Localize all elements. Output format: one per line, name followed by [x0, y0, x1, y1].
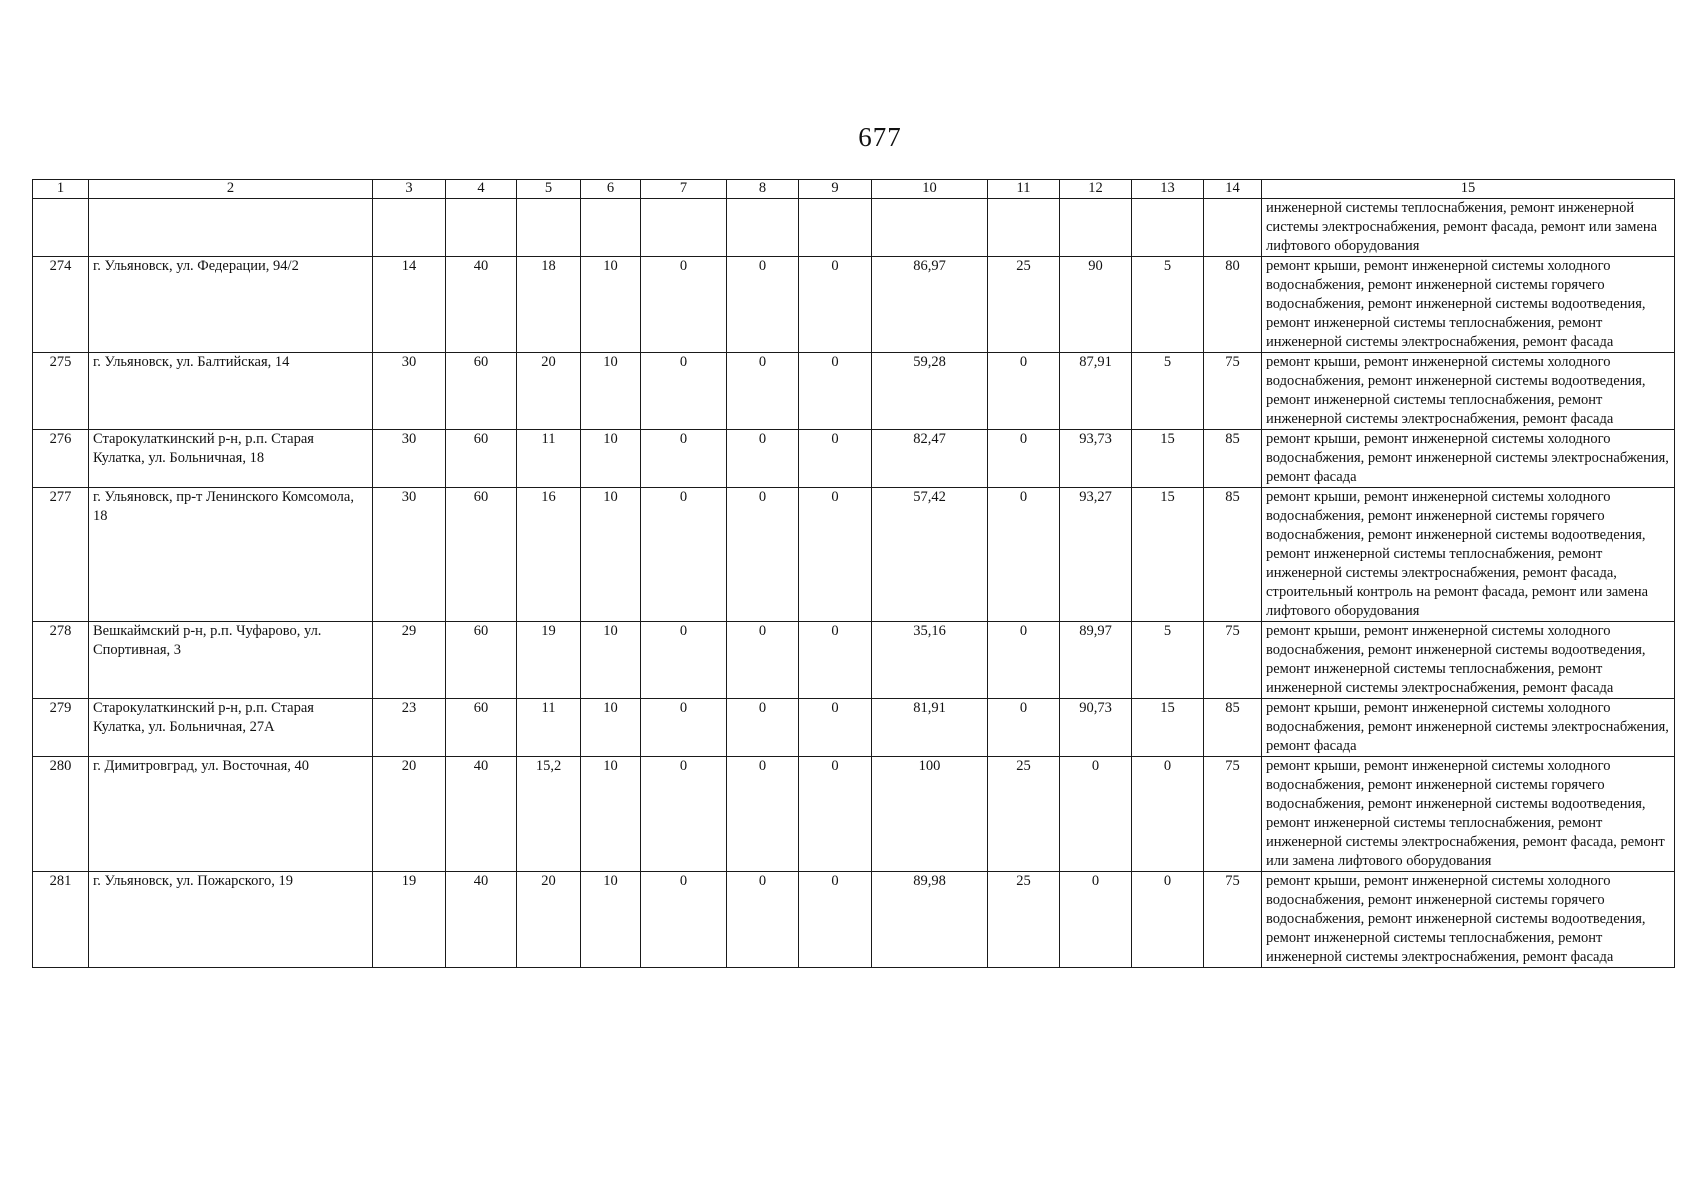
- value-cell-c8: 0: [727, 757, 799, 872]
- value-cell-c4: 60: [446, 699, 517, 757]
- row-number-cell: 277: [33, 488, 89, 622]
- column-header: 1: [33, 180, 89, 199]
- table-row: [33, 757, 1675, 872]
- column-header: 12: [1060, 180, 1132, 199]
- column-header: 4: [446, 180, 517, 199]
- value-cell-c10: 89,98: [872, 872, 988, 968]
- value-cell-c8: 0: [727, 488, 799, 622]
- value-cell-c4: 40: [446, 757, 517, 872]
- address-cell: г. Ульяновск, ул. Пожарского, 19: [89, 872, 373, 968]
- value-cell-c3: 20: [373, 757, 446, 872]
- value-cell-c10: 35,16: [872, 622, 988, 699]
- repair-works-cell: ремонт крыши, ремонт инженерной системы холодного водоснабжения, ремонт инженерной системы электроснабжения, ремонт фасада: [1262, 430, 1675, 488]
- value-cell-c5: 16: [517, 488, 581, 622]
- value-cell-c12: 0: [1060, 757, 1132, 872]
- value-cell-c14: 75: [1204, 757, 1262, 872]
- value-cell-c10: 100: [872, 757, 988, 872]
- table-row: [33, 622, 1675, 699]
- value-cell-c4: 40: [446, 872, 517, 968]
- value-cell-c3: 30: [373, 353, 446, 430]
- value-cell-c6: 10: [581, 430, 641, 488]
- value-cell-c9: 0: [799, 872, 872, 968]
- value-cell-c3: 23: [373, 699, 446, 757]
- row-number-cell: 275: [33, 353, 89, 430]
- value-cell-c14: 75: [1204, 353, 1262, 430]
- value-cell-c8: 0: [727, 872, 799, 968]
- row-number-cell: 276: [33, 430, 89, 488]
- value-cell-c9: 0: [799, 353, 872, 430]
- address-cell: г. Ульяновск, ул. Балтийская, 14: [89, 353, 373, 430]
- column-header: 9: [799, 180, 872, 199]
- column-header: 3: [373, 180, 446, 199]
- column-header: 10: [872, 180, 988, 199]
- repair-works-cell: ремонт крыши, ремонт инженерной системы холодного водоснабжения, ремонт инженерной системы водоотведения, ремонт инженерной системы теплоснабжения, ремонт инженерной системы электроснабжения, ремонт фасада: [1262, 353, 1675, 430]
- value-cell-c11: 25: [988, 872, 1060, 968]
- repair-works-cell: ремонт крыши, ремонт инженерной системы холодного водоснабжения, ремонт инженерной системы горячего водоснабжения, ремонт инженерной системы водоотведения, ремонт инженерной системы теплоснабжения, ремонт инженерной системы электроснабжения, ремонт фасада: [1262, 257, 1675, 353]
- value-cell-c9: 0: [799, 257, 872, 353]
- value-cell-c12: 93,27: [1060, 488, 1132, 622]
- value-cell-c5: 18: [517, 257, 581, 353]
- value-cell-c6: 10: [581, 622, 641, 699]
- table-row: [33, 257, 1675, 353]
- row-number-cell: 278: [33, 622, 89, 699]
- value-cell-c14: 85: [1204, 488, 1262, 622]
- value-cell-c5: 15,2: [517, 757, 581, 872]
- value-cell-c5: 11: [517, 430, 581, 488]
- value-cell-c6: 10: [581, 757, 641, 872]
- value-cell-c7: 0: [641, 872, 727, 968]
- value-cell-c7: 0: [641, 353, 727, 430]
- value-cell-c13: 15: [1132, 430, 1204, 488]
- repair-works-cell: ремонт крыши, ремонт инженерной системы холодного водоснабжения, ремонт инженерной системы горячего водоснабжения, ремонт инженерной системы водоотведения, ремонт инженерной системы теплоснабжения, ремонт инженерной системы электроснабжения, ремонт фасада: [1262, 872, 1675, 968]
- value-cell-c12: 87,91: [1060, 353, 1132, 430]
- value-cell-c13: 5: [1132, 257, 1204, 353]
- value-cell-c6: 10: [581, 488, 641, 622]
- value-cell-c5: 19: [517, 622, 581, 699]
- value-cell-c13: 15: [1132, 488, 1204, 622]
- table-row: [33, 872, 1675, 968]
- value-cell-c3: 14: [373, 257, 446, 353]
- column-header: 7: [641, 180, 727, 199]
- value-cell-c11: 25: [988, 257, 1060, 353]
- column-header: 11: [988, 180, 1060, 199]
- row-number-cell: 281: [33, 872, 89, 968]
- value-cell-c6: 10: [581, 257, 641, 353]
- column-header: 14: [1204, 180, 1262, 199]
- value-cell-c9: 0: [799, 699, 872, 757]
- repair-works-cell: ремонт крыши, ремонт инженерной системы холодного водоснабжения, ремонт инженерной системы электроснабжения, ремонт фасада: [1262, 699, 1675, 757]
- value-cell-c11: 0: [988, 353, 1060, 430]
- value-cell-c7: 0: [641, 257, 727, 353]
- repair-works-cell: ремонт крыши, ремонт инженерной системы холодного водоснабжения, ремонт инженерной системы водоотведения, ремонт инженерной системы теплоснабжения, ремонт инженерной системы электроснабжения, ремонт фасада: [1262, 622, 1675, 699]
- value-cell-c14: 75: [1204, 622, 1262, 699]
- table-row: [33, 488, 1675, 622]
- table-body: [33, 199, 1675, 968]
- repair-program-table: [32, 179, 1675, 968]
- value-cell-c4: 40: [446, 257, 517, 353]
- repair-works-cell: ремонт крыши, ремонт инженерной системы холодного водоснабжения, ремонт инженерной системы горячего водоснабжения, ремонт инженерной системы водоотведения, ремонт инженерной системы теплоснабжения, ремонт инженерной системы электроснабжения, ремонт фасада, строительный контроль на ремонт фасада, ремонт или замена лифтового оборудования: [1262, 488, 1675, 622]
- column-header: 8: [727, 180, 799, 199]
- column-header: 13: [1132, 180, 1204, 199]
- value-cell-c3: 29: [373, 622, 446, 699]
- value-cell-c6: 10: [581, 872, 641, 968]
- value-cell-c5: 11: [517, 699, 581, 757]
- address-cell: Старокулаткинский р-н, р.п. Старая Кулатка, ул. Больничная, 18: [89, 430, 373, 488]
- row-number-cell: 279: [33, 699, 89, 757]
- value-cell-c12: 90: [1060, 257, 1132, 353]
- value-cell-c13: 0: [1132, 872, 1204, 968]
- value-cell-c9: 0: [799, 757, 872, 872]
- value-cell-c8: 0: [727, 257, 799, 353]
- value-cell-c10: 81,91: [872, 699, 988, 757]
- header-row: [33, 180, 1675, 199]
- table-row: [33, 430, 1675, 488]
- value-cell-c3: 30: [373, 488, 446, 622]
- address-cell: Старокулаткинский р-н, р.п. Старая Кулатка, ул. Больничная, 27А: [89, 699, 373, 757]
- value-cell-c12: 90,73: [1060, 699, 1132, 757]
- value-cell-c11: 0: [988, 430, 1060, 488]
- value-cell-c13: 5: [1132, 622, 1204, 699]
- value-cell-c11: 25: [988, 757, 1060, 872]
- table-row: [33, 353, 1675, 430]
- row-number-cell: 280: [33, 757, 89, 872]
- value-cell-c11: 0: [988, 699, 1060, 757]
- value-cell-c6: 10: [581, 699, 641, 757]
- value-cell-c13: 15: [1132, 699, 1204, 757]
- value-cell-c14: 80: [1204, 257, 1262, 353]
- continuation-row: [33, 199, 1675, 257]
- value-cell-c7: 0: [641, 699, 727, 757]
- table-row: [33, 699, 1675, 757]
- value-cell-c6: 10: [581, 353, 641, 430]
- value-cell-c13: 0: [1132, 757, 1204, 872]
- column-header: 5: [517, 180, 581, 199]
- column-header: 2: [89, 180, 373, 199]
- value-cell-c10: 82,47: [872, 430, 988, 488]
- value-cell-c10: 57,42: [872, 488, 988, 622]
- value-cell-c14: 85: [1204, 430, 1262, 488]
- value-cell-c8: 0: [727, 622, 799, 699]
- value-cell-c9: 0: [799, 430, 872, 488]
- repair-works-cell: ремонт крыши, ремонт инженерной системы холодного водоснабжения, ремонт инженерной системы горячего водоснабжения, ремонт инженерной системы водоотведения, ремонт инженерной системы теплоснабжения, ремонт инженерной системы электроснабжения, ремонт фасада, ремонт или замена лифтового оборудования: [1262, 757, 1675, 872]
- value-cell-c13: 5: [1132, 353, 1204, 430]
- value-cell-c12: 0: [1060, 872, 1132, 968]
- address-cell: Вешкаймский р-н, р.п. Чуфарово, ул. Спортивная, 3: [89, 622, 373, 699]
- repair-works-cell: инженерной системы теплоснабжения, ремонт инженерной системы электроснабжения, ремонт фасада, ремонт или замена лифтового оборудования: [1262, 199, 1675, 257]
- value-cell-c3: 30: [373, 430, 446, 488]
- value-cell-c11: 0: [988, 488, 1060, 622]
- value-cell-c10: 86,97: [872, 257, 988, 353]
- value-cell-c7: 0: [641, 757, 727, 872]
- column-header: 15: [1262, 180, 1675, 199]
- value-cell-c8: 0: [727, 430, 799, 488]
- value-cell-c4: 60: [446, 430, 517, 488]
- value-cell-c12: 93,73: [1060, 430, 1132, 488]
- address-cell: г. Димитровград, ул. Восточная, 40: [89, 757, 373, 872]
- value-cell-c4: 60: [446, 488, 517, 622]
- address-cell: г. Ульяновск, ул. Федерации, 94/2: [89, 257, 373, 353]
- value-cell-c5: 20: [517, 353, 581, 430]
- address-cell: г. Ульяновск, пр-т Ленинского Комсомола, 18: [89, 488, 373, 622]
- value-cell-c7: 0: [641, 430, 727, 488]
- page-number: 677: [858, 122, 902, 152]
- value-cell-c5: 20: [517, 872, 581, 968]
- value-cell-c11: 0: [988, 622, 1060, 699]
- value-cell-c4: 60: [446, 353, 517, 430]
- value-cell-c8: 0: [727, 353, 799, 430]
- value-cell-c14: 85: [1204, 699, 1262, 757]
- value-cell-c9: 0: [799, 488, 872, 622]
- value-cell-c4: 60: [446, 622, 517, 699]
- value-cell-c7: 0: [641, 622, 727, 699]
- value-cell-c14: 75: [1204, 872, 1262, 968]
- value-cell-c3: 19: [373, 872, 446, 968]
- column-header: 6: [581, 180, 641, 199]
- row-number-cell: 274: [33, 257, 89, 353]
- value-cell-c7: 0: [641, 488, 727, 622]
- value-cell-c10: 59,28: [872, 353, 988, 430]
- value-cell-c8: 0: [727, 699, 799, 757]
- value-cell-c12: 89,97: [1060, 622, 1132, 699]
- value-cell-c9: 0: [799, 622, 872, 699]
